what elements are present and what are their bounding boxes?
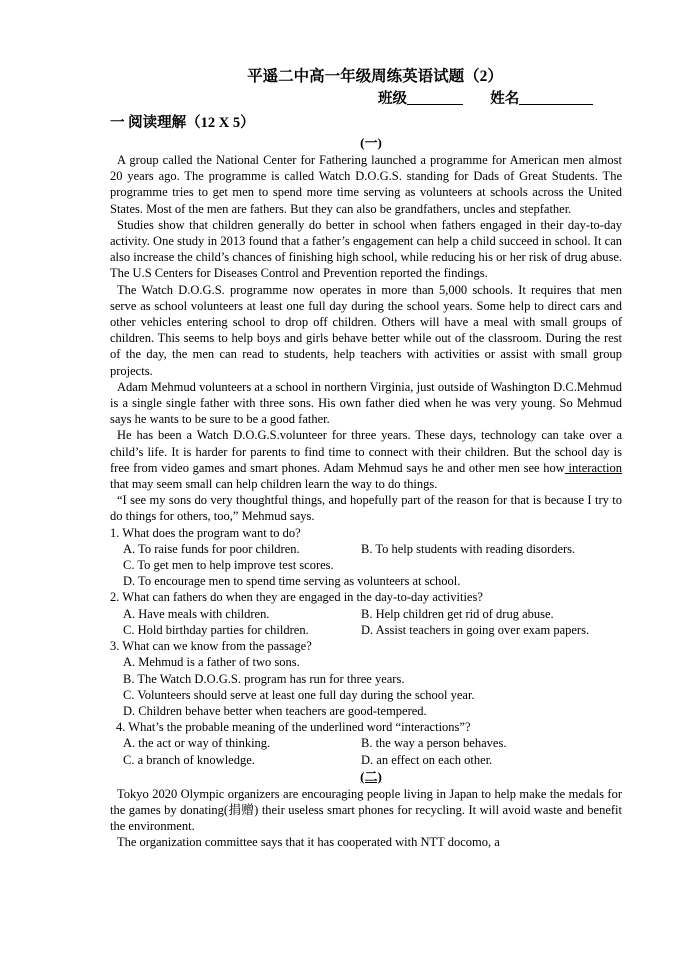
option-c: C. a branch of knowledge. — [123, 752, 255, 767]
option-b: B. To help students with reading disorders. — [361, 541, 576, 556]
class-blank — [407, 90, 463, 105]
paragraph-text: that may seem small can help children learn the way to do things. — [110, 477, 438, 492]
passage-paragraph: “I see my sons do very thoughtful things, and hopefully part of the reason for that is because I try to do things for others, too,” Mehmud says. — [110, 493, 622, 524]
section-heading: 一 阅读理解（12 X 5） — [110, 115, 255, 131]
question-options — [110, 735, 622, 767]
question-stem: 3. What can we know from the passage? — [110, 639, 312, 654]
question-stem: 4. What’s the probable meaning of the underlined word “interactions”? — [116, 720, 471, 735]
paragraph-text: He has been a Watch D.O.G.S.volunteer for three years. These days, technology can take over a child’s life. It is harder for parents to find time to connect with their children. But the school day is free from video games and smart phones. Adam Mehmud says he and other men see how — [110, 428, 622, 475]
option-b: B. Help children get rid of drug abuse. — [361, 606, 554, 621]
passage-paragraph: Adam Mehmud volunteers at a school in northern Virginia, just outside of Washington D.C.Mehmud is a single single father with three sons. His own father died when he was very young. So Mehmud says he wants to be sure to be a good father. — [110, 379, 622, 427]
option-a: A. Have meals with children. — [123, 606, 270, 621]
option-d: D. an effect on each other. — [361, 752, 493, 767]
passage-number: (二) — [360, 768, 382, 784]
exam-page — [110, 66, 622, 851]
passage-paragraph — [110, 427, 622, 492]
passage-paragraph: The organization committee says that it has cooperated with NTT docomo, a — [117, 835, 500, 850]
option-a: A. To raise funds for poor children. — [123, 541, 300, 556]
option-d: D. To encourage men to spend time serving as volunteers at school. — [123, 574, 461, 589]
passage-paragraph: The Watch D.O.G.S. programme now operates in more than 5,000 schools. It requires that men serve as school volunteers at least one full day during the school years. Some help to direct cars and other vehicles entering school to drop off children. Others will have a meal with small groups of children. This seems to help boys and girls behave better while out of the classroom. During the rest of the day, the men can read to students, help teachers with activities or assist with small group projects. — [110, 282, 622, 378]
question-options — [110, 541, 622, 557]
option-b: B. The Watch D.O.G.S. program has run for three years. — [123, 671, 405, 686]
passage-paragraph: Tokyo 2020 Olympic organizers are encouraging people living in Japan to help make the medals for the games by donating(捐赠) their useless smart phones for recycling. It will avoid waste and benefit the environment. — [110, 786, 622, 834]
option-d: D. Assist teachers in going over exam papers. — [361, 622, 590, 637]
passage-number: (一) — [360, 135, 382, 150]
question-options — [110, 557, 622, 589]
name-label: 姓名 — [490, 91, 520, 107]
option-d: D. Children behave better when teachers are good-tempered. — [123, 703, 427, 718]
option-a: A. Mehmud is a father of two sons. — [123, 655, 300, 670]
passage-paragraph: Studies show that children generally do better in school when fathers engaged in their day-to-day activity. One study in 2013 found that a father’s engagement can help a child succeed in school. It can also increase the child’s chances of finishing high school, while reducing his or her risk of drug abuse. The U.S Centers for Diseases Control and Prevention reported the findings. — [110, 217, 622, 281]
option-a: A. the act or way of thinking. — [123, 736, 271, 751]
option-c: C. Volunteers should serve at least one full day during the school year. — [123, 687, 475, 702]
name-blank — [519, 90, 593, 105]
option-b: B. the way a person behaves. — [361, 736, 507, 751]
class-label: 班级 — [378, 91, 407, 107]
question-options — [110, 654, 622, 719]
student-info-line — [110, 88, 622, 110]
exam-title: 平遥二中高一年级周练英语试题（2） — [247, 68, 503, 85]
question-options — [110, 606, 622, 638]
passage-paragraph: A group called the National Center for Fathering launched a programme for American men almost 20 years ago. The programme is called Watch D.O.G.S. standing for Dads of Great Students. The programme tries to get men to spend more time serving as volunteers at schools across the United States. Most of the men are fathers. But they can also be grandfathers, uncles and stepfather. — [110, 153, 622, 216]
option-c: C. Hold birthday parties for children. — [123, 622, 309, 637]
option-c: C. To get men to help improve test scores. — [123, 558, 334, 573]
question-stem: 2. What can fathers do when they are engaged in the day-to-day activities? — [110, 590, 483, 605]
underlined-word: interaction — [564, 460, 622, 475]
question-stem: 1. What does the program want to do? — [110, 525, 301, 540]
